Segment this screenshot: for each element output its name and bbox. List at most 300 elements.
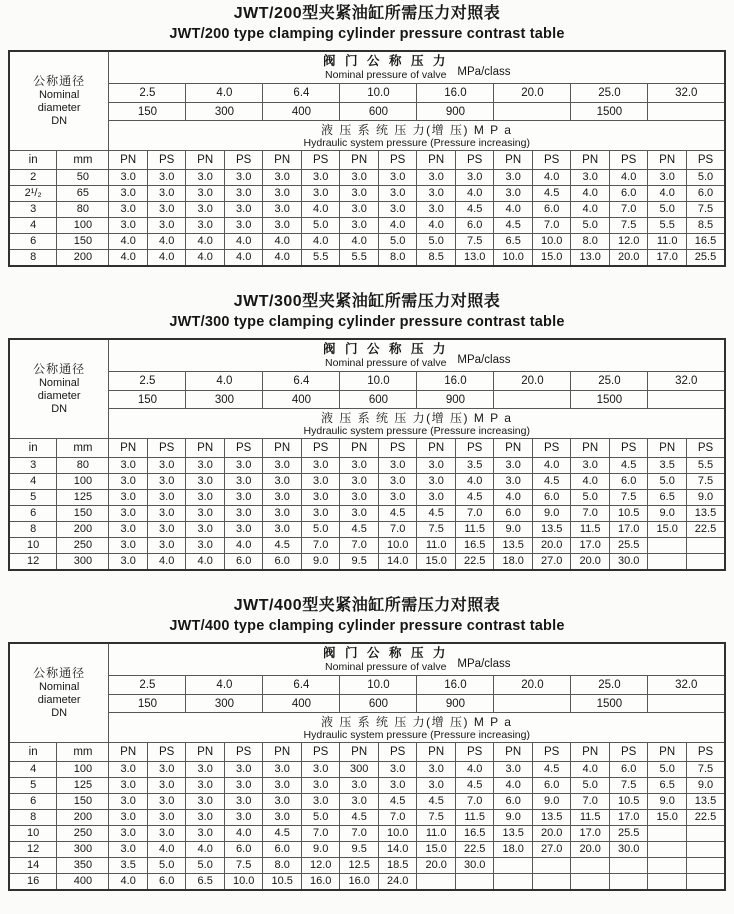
class-value-cell: 400 bbox=[263, 103, 340, 121]
pressure-data-cell: 3.0 bbox=[417, 186, 456, 202]
pressure-data-cell: 20.0 bbox=[571, 842, 610, 858]
pressure-data-cell: 4.0 bbox=[109, 234, 148, 250]
diameter-in-cell: 14 bbox=[9, 858, 57, 874]
pressure-data-cell: 11.5 bbox=[571, 810, 610, 826]
header-row-valve bbox=[9, 51, 725, 84]
col-header-ps: PS bbox=[224, 439, 263, 458]
pressure-data-cell: 3.0 bbox=[340, 186, 379, 202]
class-value-cell: 150 bbox=[109, 695, 186, 713]
pressure-data-cell: 3.0 bbox=[224, 490, 263, 506]
pressure-data-cell: 3.0 bbox=[301, 506, 340, 522]
diameter-mm-cell: 250 bbox=[57, 826, 109, 842]
pressure-data-cell: 4.0 bbox=[186, 842, 225, 858]
pressure-data-cell bbox=[686, 858, 725, 874]
pressure-data-cell: 30.0 bbox=[609, 842, 648, 858]
pressure-data-cell: 3.0 bbox=[147, 794, 186, 810]
pressure-data-cell: 3.0 bbox=[224, 778, 263, 794]
data-row bbox=[9, 202, 725, 218]
pressure-data-cell: 4.5 bbox=[532, 186, 571, 202]
pressure-data-cell: 17.0 bbox=[648, 250, 687, 267]
col-header-ps: PS bbox=[455, 743, 494, 762]
jwt400-pressure-table bbox=[8, 642, 726, 891]
pressure-data-cell: 13.5 bbox=[532, 522, 571, 538]
pressure-data-cell: 8.5 bbox=[686, 218, 725, 234]
col-header-pn: PN bbox=[571, 439, 610, 458]
pressure-data-cell bbox=[686, 874, 725, 891]
pressure-value-cell: 20.0 bbox=[494, 84, 571, 103]
pressure-data-cell: 18.5 bbox=[378, 858, 417, 874]
pressure-data-cell: 5.0 bbox=[648, 762, 687, 778]
class-value-cell bbox=[648, 391, 725, 409]
diameter-in-cell: 8 bbox=[9, 250, 57, 267]
pressure-data-cell: 4.0 bbox=[455, 186, 494, 202]
pressure-data-cell: 18.0 bbox=[494, 842, 533, 858]
diameter-in-cell: 10 bbox=[9, 538, 57, 554]
pressure-data-cell: 7.5 bbox=[417, 810, 456, 826]
pressure-data-cell: 5.5 bbox=[340, 250, 379, 267]
pressure-value-cell: 16.0 bbox=[417, 676, 494, 695]
valve-pressure-zh: 阀 门 公 称 压 力 bbox=[323, 54, 449, 68]
pressure-data-cell: 4.0 bbox=[455, 474, 494, 490]
pressure-data-cell: 4.0 bbox=[571, 762, 610, 778]
pressure-data-cell: 16.0 bbox=[301, 874, 340, 891]
column-units-row bbox=[9, 743, 725, 762]
pressure-data-cell: 4.0 bbox=[109, 250, 148, 267]
pressure-data-cell: 3.0 bbox=[263, 794, 302, 810]
valve-pressure-zh: 阀 门 公 称 压 力 bbox=[323, 646, 449, 660]
pressure-value-cell: 4.0 bbox=[186, 372, 263, 391]
pressure-data-cell: 9.0 bbox=[532, 506, 571, 522]
col-header-pn: PN bbox=[494, 151, 533, 170]
hydraulic-pressure-header bbox=[109, 409, 725, 439]
col-header-ps: PS bbox=[224, 151, 263, 170]
valve-pressure-header bbox=[109, 643, 725, 676]
pressure-data-cell: 3.0 bbox=[301, 794, 340, 810]
pressure-data-cell: 5.0 bbox=[571, 218, 610, 234]
pressure-value-cell: 20.0 bbox=[494, 676, 571, 695]
pressure-data-cell: 25.5 bbox=[686, 250, 725, 267]
class-value-cell: 900 bbox=[417, 103, 494, 121]
col-header-ps: PS bbox=[609, 151, 648, 170]
col-header-pn: PN bbox=[340, 743, 379, 762]
pressure-data-cell: 11.5 bbox=[455, 522, 494, 538]
pressure-data-cell: 4.0 bbox=[571, 202, 610, 218]
pressure-data-cell: 7.0 bbox=[301, 826, 340, 842]
column-units-row bbox=[9, 439, 725, 458]
pressure-data-cell: 3.0 bbox=[340, 458, 379, 474]
pressure-data-cell: 18.0 bbox=[494, 554, 533, 571]
pressure-data-cell: 3.0 bbox=[263, 490, 302, 506]
diameter-in-cell: 5 bbox=[9, 778, 57, 794]
pressure-data-cell: 3.0 bbox=[301, 170, 340, 186]
pressure-data-cell: 3.5 bbox=[455, 458, 494, 474]
pressure-data-cell: 3.0 bbox=[263, 778, 302, 794]
pressure-data-cell: 3.0 bbox=[186, 458, 225, 474]
pressure-data-cell: 16.0 bbox=[340, 874, 379, 891]
pressure-value-cell: 20.0 bbox=[494, 372, 571, 391]
valve-pressure-unit: MPa/class bbox=[457, 354, 511, 366]
data-row bbox=[9, 218, 725, 234]
diameter-mm-cell: 200 bbox=[57, 250, 109, 267]
pressure-data-cell: 4.0 bbox=[494, 778, 533, 794]
class-value-cell: 600 bbox=[340, 103, 417, 121]
pressure-data-cell: 5.0 bbox=[571, 490, 610, 506]
pressure-data-cell: 4.0 bbox=[263, 234, 302, 250]
diameter-in-cell: 3 bbox=[9, 202, 57, 218]
pressure-data-cell: 14.0 bbox=[378, 842, 417, 858]
class-value-cell: 150 bbox=[109, 391, 186, 409]
pressure-data-cell: 3.0 bbox=[263, 186, 302, 202]
pressure-data-cell: 3.0 bbox=[186, 218, 225, 234]
pressure-value-cell: 2.5 bbox=[109, 84, 186, 103]
pressure-data-cell: 4.0 bbox=[263, 250, 302, 267]
pressure-data-cell: 4.0 bbox=[147, 250, 186, 267]
pressure-value-cell: 32.0 bbox=[648, 676, 725, 695]
pressure-data-cell: 9.0 bbox=[301, 842, 340, 858]
pressure-data-cell: 7.0 bbox=[378, 522, 417, 538]
col-header-pn: PN bbox=[109, 743, 148, 762]
data-row bbox=[9, 234, 725, 250]
pressure-value-cell: 32.0 bbox=[648, 372, 725, 391]
pressure-data-cell: 3.5 bbox=[648, 458, 687, 474]
pressure-data-cell: 3.0 bbox=[109, 506, 148, 522]
col-header-pn: PN bbox=[648, 151, 687, 170]
pressure-data-cell: 6.0 bbox=[263, 842, 302, 858]
pressure-data-cell: 3.0 bbox=[147, 490, 186, 506]
pressure-data-cell: 7.0 bbox=[455, 794, 494, 810]
pressure-data-cell: 15.0 bbox=[417, 554, 456, 571]
pressure-data-cell: 3.0 bbox=[648, 170, 687, 186]
pressure-data-cell bbox=[417, 874, 456, 891]
pressure-data-cell: 11.0 bbox=[417, 826, 456, 842]
header-row-valve bbox=[9, 643, 725, 676]
valve-pressure-unit: MPa/class bbox=[457, 658, 511, 670]
pressure-data-cell: 6.5 bbox=[648, 778, 687, 794]
pressure-data-cell: 13.5 bbox=[532, 810, 571, 826]
col-header-pn: PN bbox=[109, 439, 148, 458]
pressure-data-cell: 4.0 bbox=[532, 458, 571, 474]
pressure-data-cell: 22.5 bbox=[455, 842, 494, 858]
col-header-mm: mm bbox=[57, 743, 109, 762]
pressure-data-cell: 3.0 bbox=[147, 538, 186, 554]
class-value-cell: 400 bbox=[263, 391, 340, 409]
diameter-in-cell: 6 bbox=[9, 794, 57, 810]
col-header-pn: PN bbox=[340, 151, 379, 170]
pressure-data-cell: 3.0 bbox=[263, 506, 302, 522]
jwt300-section bbox=[0, 292, 734, 571]
pressure-data-cell: 4.0 bbox=[224, 250, 263, 267]
pressure-data-cell: 6.5 bbox=[648, 490, 687, 506]
diameter-mm-cell: 150 bbox=[57, 234, 109, 250]
valve-pressure-en: Nominal pressure of valve bbox=[325, 69, 447, 81]
pressure-data-cell: 13.5 bbox=[494, 538, 533, 554]
pressure-data-cell: 3.0 bbox=[301, 458, 340, 474]
pressure-data-cell bbox=[648, 538, 687, 554]
pressure-data-cell: 3.0 bbox=[378, 186, 417, 202]
data-row bbox=[9, 842, 725, 858]
pressure-data-cell: 16.5 bbox=[455, 538, 494, 554]
pressure-data-cell: 20.0 bbox=[532, 826, 571, 842]
col-header-pn: PN bbox=[648, 439, 687, 458]
pressure-data-cell: 3.0 bbox=[186, 490, 225, 506]
col-header-ps: PS bbox=[686, 151, 725, 170]
pressure-data-cell: 4.5 bbox=[417, 506, 456, 522]
pressure-data-cell: 3.0 bbox=[417, 490, 456, 506]
diameter-in-cell: 2¹/₂ bbox=[9, 186, 57, 202]
pressure-data-cell: 6.5 bbox=[186, 874, 225, 891]
data-row bbox=[9, 538, 725, 554]
pressure-data-cell: 6.0 bbox=[686, 186, 725, 202]
pressure-data-cell: 3.0 bbox=[494, 170, 533, 186]
header-row-valve bbox=[9, 339, 725, 372]
diameter-in-cell: 4 bbox=[9, 218, 57, 234]
pressure-data-cell: 9.5 bbox=[340, 554, 379, 571]
nominal-diameter-header bbox=[9, 51, 109, 151]
pressure-data-cell: 4.5 bbox=[378, 506, 417, 522]
pressure-data-cell: 5.0 bbox=[301, 522, 340, 538]
pressure-data-cell: 3.0 bbox=[109, 186, 148, 202]
data-row bbox=[9, 506, 725, 522]
pressure-data-cell: 3.0 bbox=[224, 522, 263, 538]
pressure-data-cell: 4.5 bbox=[417, 794, 456, 810]
col-header-pn: PN bbox=[263, 743, 302, 762]
diameter-mm-cell: 100 bbox=[57, 474, 109, 490]
pressure-data-cell: 4.0 bbox=[609, 170, 648, 186]
pressure-values-row bbox=[9, 676, 725, 695]
diameter-mm-cell: 400 bbox=[57, 874, 109, 891]
jwt400-section bbox=[0, 596, 734, 891]
pressure-data-cell: 5.0 bbox=[147, 858, 186, 874]
pressure-value-cell: 25.0 bbox=[571, 84, 648, 103]
data-row bbox=[9, 474, 725, 490]
pressure-data-cell: 5.5 bbox=[686, 458, 725, 474]
pressure-data-cell: 3.0 bbox=[494, 458, 533, 474]
col-header-pn: PN bbox=[571, 151, 610, 170]
pressure-data-cell: 6.0 bbox=[224, 842, 263, 858]
pressure-data-cell: 11.5 bbox=[455, 810, 494, 826]
pressure-data-cell: 3.0 bbox=[109, 202, 148, 218]
pressure-data-cell: 3.0 bbox=[263, 202, 302, 218]
pressure-data-cell: 10.5 bbox=[609, 506, 648, 522]
nominal-diameter-en: diameter bbox=[37, 694, 81, 706]
pressure-data-cell: 8.0 bbox=[263, 858, 302, 874]
pressure-data-cell: 4.0 bbox=[147, 234, 186, 250]
class-value-cell: 900 bbox=[417, 391, 494, 409]
pressure-data-cell: 3.0 bbox=[378, 778, 417, 794]
pressure-data-cell: 7.5 bbox=[417, 522, 456, 538]
class-value-cell bbox=[648, 103, 725, 121]
diameter-in-cell: 3 bbox=[9, 458, 57, 474]
pressure-data-cell: 4.5 bbox=[455, 202, 494, 218]
pressure-data-cell: 4.5 bbox=[532, 474, 571, 490]
pressure-data-cell: 17.0 bbox=[609, 522, 648, 538]
diameter-mm-cell: 150 bbox=[57, 506, 109, 522]
pressure-data-cell: 10.0 bbox=[532, 234, 571, 250]
pressure-data-cell bbox=[648, 874, 687, 891]
pressure-data-cell bbox=[609, 874, 648, 891]
pressure-data-cell: 20.0 bbox=[532, 538, 571, 554]
pressure-data-cell: 3.0 bbox=[378, 170, 417, 186]
diameter-in-cell: 10 bbox=[9, 826, 57, 842]
pressure-data-cell bbox=[609, 858, 648, 874]
pressure-data-cell: 4.0 bbox=[494, 490, 533, 506]
pressure-data-cell: 3.0 bbox=[186, 794, 225, 810]
diameter-mm-cell: 80 bbox=[57, 202, 109, 218]
pressure-data-cell: 4.0 bbox=[340, 234, 379, 250]
pressure-data-cell: 4.0 bbox=[301, 202, 340, 218]
pressure-data-cell: 27.0 bbox=[532, 842, 571, 858]
pressure-data-cell: 20.0 bbox=[571, 554, 610, 571]
diameter-in-cell: 4 bbox=[9, 474, 57, 490]
class-values-row bbox=[9, 103, 725, 121]
pressure-data-cell: 9.0 bbox=[686, 778, 725, 794]
pressure-data-cell bbox=[686, 538, 725, 554]
pressure-data-cell: 6.0 bbox=[532, 202, 571, 218]
hydraulic-pressure-header bbox=[109, 713, 725, 743]
pressure-data-cell: 6.0 bbox=[494, 794, 533, 810]
pressure-data-cell: 3.0 bbox=[417, 458, 456, 474]
diameter-mm-cell: 100 bbox=[57, 762, 109, 778]
jwt200-title-zh: JWT/200型夹紧油缸所需压力对照表 bbox=[233, 5, 501, 22]
pressure-data-cell: 3.0 bbox=[147, 826, 186, 842]
valve-pressure-unit: MPa/class bbox=[457, 66, 511, 78]
pressure-data-cell: 11.0 bbox=[648, 234, 687, 250]
col-header-ps: PS bbox=[301, 743, 340, 762]
pressure-data-cell: 4.0 bbox=[455, 762, 494, 778]
pressure-value-cell: 25.0 bbox=[571, 676, 648, 695]
col-header-ps: PS bbox=[378, 439, 417, 458]
pressure-data-cell: 5.5 bbox=[301, 250, 340, 267]
pressure-data-cell: 11.0 bbox=[417, 538, 456, 554]
pressure-data-cell: 5.0 bbox=[686, 170, 725, 186]
pressure-data-cell: 3.0 bbox=[263, 218, 302, 234]
pressure-data-cell: 22.5 bbox=[686, 522, 725, 538]
pressure-data-cell: 3.0 bbox=[109, 522, 148, 538]
pressure-data-cell: 3.0 bbox=[571, 170, 610, 186]
pressure-data-cell: 8.0 bbox=[378, 250, 417, 267]
pressure-data-cell: 6.5 bbox=[494, 234, 533, 250]
pressure-data-cell: 13.5 bbox=[686, 506, 725, 522]
pressure-data-cell: 10.0 bbox=[224, 874, 263, 891]
class-value-cell: 400 bbox=[263, 695, 340, 713]
pressure-data-cell: 4.0 bbox=[571, 474, 610, 490]
data-row bbox=[9, 762, 725, 778]
pressure-data-cell: 9.0 bbox=[494, 810, 533, 826]
pressure-data-cell: 7.5 bbox=[224, 858, 263, 874]
pressure-data-cell bbox=[648, 858, 687, 874]
nominal-diameter-en: DN bbox=[51, 115, 68, 127]
nominal-diameter-en: Nominal bbox=[38, 377, 80, 389]
pressure-value-cell: 6.4 bbox=[263, 676, 340, 695]
pressure-data-cell: 7.0 bbox=[340, 538, 379, 554]
pressure-data-cell: 3.0 bbox=[186, 186, 225, 202]
col-header-pn: PN bbox=[571, 743, 610, 762]
diameter-in-cell: 6 bbox=[9, 506, 57, 522]
pressure-data-cell: 22.5 bbox=[455, 554, 494, 571]
pressure-data-cell: 3.0 bbox=[340, 218, 379, 234]
diameter-in-cell: 2 bbox=[9, 170, 57, 186]
col-header-pn: PN bbox=[263, 439, 302, 458]
pressure-data-cell: 8.5 bbox=[417, 250, 456, 267]
pressure-data-cell: 6.0 bbox=[532, 490, 571, 506]
col-header-ps: PS bbox=[455, 151, 494, 170]
pressure-data-cell: 4.0 bbox=[224, 826, 263, 842]
pressure-data-cell: 5.0 bbox=[378, 234, 417, 250]
pressure-data-cell: 3.0 bbox=[417, 778, 456, 794]
jwt200-title-en: JWT/200 type clamping cylinder pressure contrast table bbox=[169, 26, 565, 42]
pressure-data-cell: 3.0 bbox=[340, 490, 379, 506]
data-row bbox=[9, 858, 725, 874]
pressure-data-cell: 5.0 bbox=[571, 778, 610, 794]
nominal-diameter-en: Nominal bbox=[38, 89, 80, 101]
pressure-data-cell: 4.0 bbox=[109, 874, 148, 891]
pressure-data-cell: 5.0 bbox=[648, 474, 687, 490]
nominal-diameter-zh: 公称通径 bbox=[33, 666, 86, 680]
pressure-data-cell: 12.0 bbox=[301, 858, 340, 874]
data-row bbox=[9, 826, 725, 842]
pressure-data-cell: 4.0 bbox=[378, 218, 417, 234]
valve-pressure-en: Nominal pressure of valve bbox=[325, 357, 447, 369]
pressure-data-cell: 10.0 bbox=[494, 250, 533, 267]
data-row bbox=[9, 522, 725, 538]
pressure-data-cell: 9.0 bbox=[686, 490, 725, 506]
pressure-data-cell: 3.0 bbox=[147, 762, 186, 778]
pressure-data-cell: 4.5 bbox=[455, 490, 494, 506]
pressure-data-cell: 3.0 bbox=[109, 778, 148, 794]
col-header-pn: PN bbox=[494, 743, 533, 762]
pressure-data-cell: 15.0 bbox=[648, 810, 687, 826]
hydraulic-pressure-zh: 液 压 系 统 压 力(增 压) M P a bbox=[321, 714, 513, 729]
col-header-mm: mm bbox=[57, 439, 109, 458]
class-value-cell: 300 bbox=[186, 391, 263, 409]
diameter-mm-cell: 125 bbox=[57, 778, 109, 794]
pressure-data-cell: 3.0 bbox=[340, 778, 379, 794]
pressure-data-cell: 3.0 bbox=[109, 554, 148, 571]
pressure-data-cell: 10.0 bbox=[378, 826, 417, 842]
pressure-value-cell: 6.4 bbox=[263, 84, 340, 103]
pressure-data-cell: 4.0 bbox=[532, 170, 571, 186]
pressure-data-cell: 7.5 bbox=[686, 762, 725, 778]
pressure-data-cell: 4.0 bbox=[417, 218, 456, 234]
pressure-data-cell: 4.0 bbox=[494, 202, 533, 218]
data-row bbox=[9, 458, 725, 474]
pressure-data-cell: 9.0 bbox=[648, 506, 687, 522]
pressure-data-cell: 3.0 bbox=[494, 474, 533, 490]
col-header-ps: PS bbox=[609, 743, 648, 762]
col-header-ps: PS bbox=[378, 743, 417, 762]
pressure-data-cell: 4.0 bbox=[147, 842, 186, 858]
col-header-pn: PN bbox=[340, 439, 379, 458]
pressure-data-cell: 5.0 bbox=[301, 218, 340, 234]
pressure-data-cell: 7.0 bbox=[532, 218, 571, 234]
pressure-data-cell: 3.0 bbox=[147, 778, 186, 794]
col-header-ps: PS bbox=[147, 439, 186, 458]
data-row bbox=[9, 874, 725, 891]
pressure-data-cell: 3.0 bbox=[263, 458, 302, 474]
pressure-data-cell: 3.0 bbox=[263, 170, 302, 186]
nominal-diameter-en: DN bbox=[51, 707, 68, 719]
pressure-data-cell: 3.0 bbox=[186, 522, 225, 538]
pressure-data-cell: 4.5 bbox=[340, 810, 379, 826]
col-header-ps: PS bbox=[147, 151, 186, 170]
class-value-cell: 1500 bbox=[571, 391, 648, 409]
pressure-data-cell bbox=[494, 858, 533, 874]
class-value-cell: 150 bbox=[109, 103, 186, 121]
pressure-data-cell: 3.0 bbox=[147, 218, 186, 234]
header-row-hydraulic bbox=[9, 121, 725, 151]
diameter-mm-cell: 50 bbox=[57, 170, 109, 186]
pressure-data-cell: 4.5 bbox=[378, 794, 417, 810]
